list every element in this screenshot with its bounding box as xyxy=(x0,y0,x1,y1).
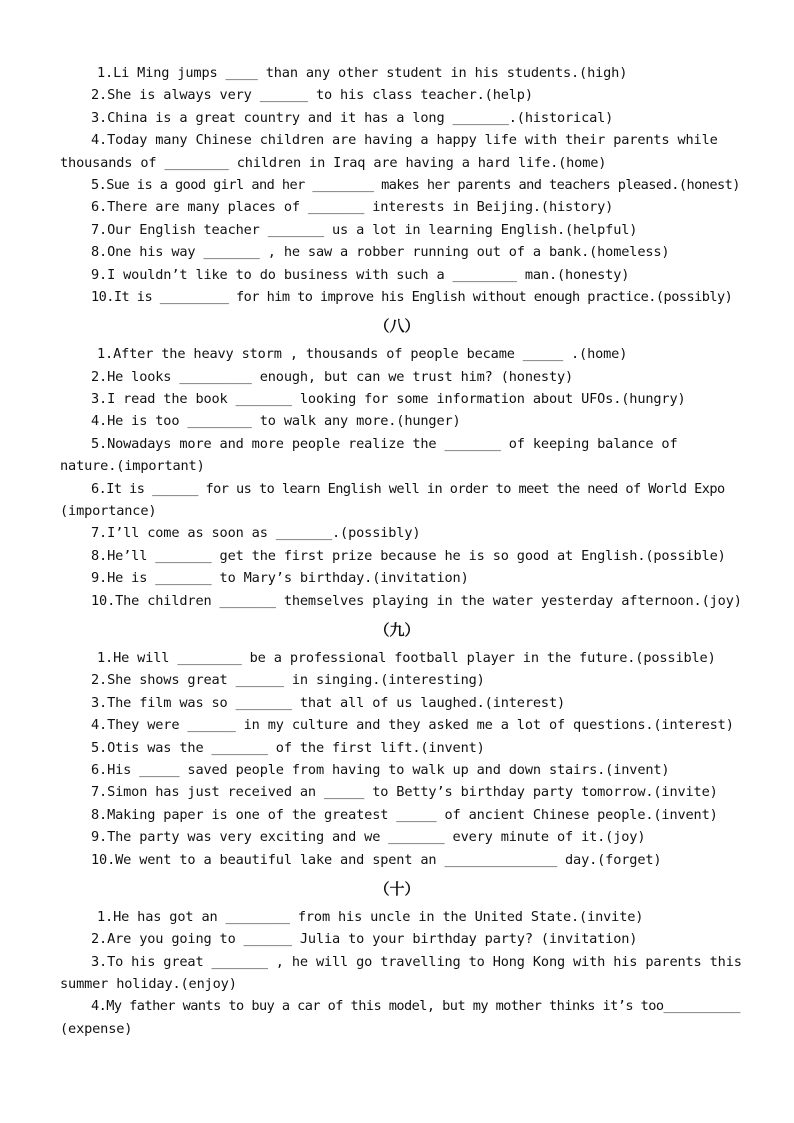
section-8-heading: （八） xyxy=(374,317,420,336)
question-9-8: 8.Making paper is one of the greatest _____ of ancient Chinese people.(invent) xyxy=(91,806,718,823)
question-10-4-continued: (expense) xyxy=(60,1020,133,1037)
question-7-7: 7.Our English teacher _______ us a lot in learning English.(helpful) xyxy=(91,221,638,238)
question-7-6: 6.There are many places of _______ interests in Beijing.(history) xyxy=(91,199,614,216)
question-8-6: 6.It is ______ for us to learn English well in order to meet the need of World Expo xyxy=(91,480,725,497)
question-8-2: 2.He looks _________ enough, but can we trust him? (honesty) xyxy=(91,368,574,385)
section-10-heading: （十） xyxy=(374,879,420,898)
question-7-2: 2.She is always very ______ to his class teacher.(help) xyxy=(91,87,533,104)
question-9-9: 9.The party was very exciting and we _______ every minute of it.(joy) xyxy=(91,829,646,846)
question-7-5: 5.Sue is a good girl and her ________ makes her parents and teachers pleased.(honest) xyxy=(91,176,740,193)
section-8-list xyxy=(60,343,742,612)
question-10-1: 1.He has got an ________ from his uncle in the United State.(invite) xyxy=(97,908,644,925)
question-9-5: 5.Otis was the _______ of the first lift.(invent) xyxy=(91,739,485,756)
question-7-10: 10.It is _________ for him to improve his English without enough practice.(possibly) xyxy=(91,288,733,305)
section-9-list xyxy=(60,647,734,871)
question-8-3: 3.I read the book _______ looking for some information about UFOs.(hungry) xyxy=(91,391,686,408)
question-10-4: 4.My father wants to buy a car of this model, but my mother thinks it’s too__________ xyxy=(91,998,740,1015)
question-8-6-continued: (importance) xyxy=(60,503,157,520)
question-8-10: 10.The children _______ themselves playing in the water yesterday afternoon.(joy) xyxy=(91,592,742,609)
question-7-3: 3.China is a great country and it has a long _______.(historical) xyxy=(91,109,614,126)
question-7-9: 9.I wouldn’t like to do business with such a ________ man.(honesty) xyxy=(91,266,630,283)
question-9-1: 1.He will ________ be a professional football player in the future.(possible) xyxy=(97,649,716,666)
question-9-10: 10.We went to a beautiful lake and spent an ______________ day.(forget) xyxy=(91,851,662,868)
question-7-1: 1.Li Ming jumps ____ than any other student in his students.(high) xyxy=(97,65,628,81)
question-8-1: 1.After the heavy storm , thousands of people became _____ .(home) xyxy=(97,346,628,363)
section-9-heading: （九） xyxy=(374,620,420,639)
section-7-list xyxy=(60,62,740,308)
question-8-7: 7.I’ll come as soon as _______.(possibly) xyxy=(91,525,421,542)
question-10-3: 3.To his great _______ , he will go travelling to Hong Kong with his parents this xyxy=(91,953,742,970)
section-10-list xyxy=(60,906,742,1040)
question-9-3: 3.The film was so _______ that all of us laughed.(interest) xyxy=(91,694,566,711)
question-9-6: 6.His _____ saved people from having to walk up and down stairs.(invent) xyxy=(91,761,670,778)
question-9-4: 4.They were ______ in my culture and they asked me a lot of questions.(interest) xyxy=(91,717,734,734)
question-7-4-continued: thousands of ________ children in Iraq are having a hard life.(home) xyxy=(60,154,607,171)
worksheet-page xyxy=(60,62,742,1040)
question-8-8: 8.He’ll _______ get the first prize because he is so good at English.(possible) xyxy=(91,547,726,564)
question-9-7: 7.Simon has just received an _____ to Betty’s birthday party tomorrow.(invite) xyxy=(91,784,718,801)
question-10-2: 2.Are you going to ______ Julia to your birthday party? (invitation) xyxy=(91,931,638,948)
question-9-2: 2.She shows great ______ in singing.(interesting) xyxy=(91,672,485,689)
question-7-8: 8.One his way _______ , he saw a robber running out of a bank.(homeless) xyxy=(91,244,670,261)
question-8-9: 9.He is _______ to Mary’s birthday.(invitation) xyxy=(91,570,469,587)
question-8-5-continued: nature.(important) xyxy=(60,458,205,475)
question-8-4: 4.He is too ________ to walk any more.(hunger) xyxy=(91,413,461,430)
question-10-3-continued: summer holiday.(enjoy) xyxy=(60,976,237,993)
question-8-5: 5.Nowadays more and more people realize the _______ of keeping balance of xyxy=(91,435,678,452)
question-7-4: 4.Today many Chinese children are having a happy life with their parents while xyxy=(91,132,718,149)
